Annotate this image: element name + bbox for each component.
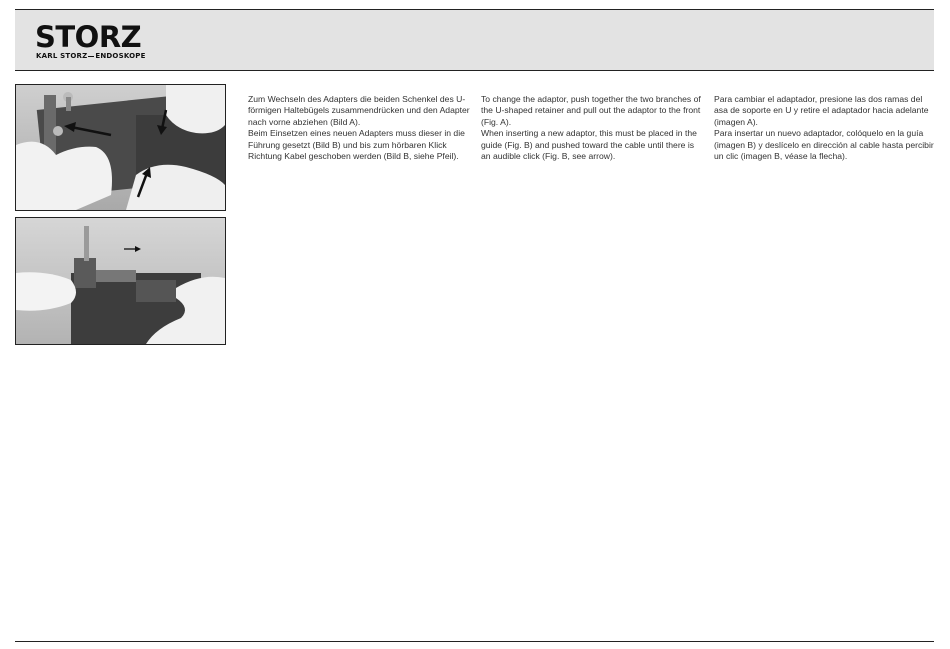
spanish-paragraph-1: Para cambiar el adaptador, presione las dos ramas del asa de soporte en U y retire el adaptador hacia adelante (imagen A).: [714, 94, 929, 127]
photo-a-image: [16, 85, 225, 210]
header-rule: [15, 70, 934, 71]
logo-division: ENDOSKOPE: [95, 52, 146, 60]
spanish-paragraph-2: Para insertar un nuevo adaptador, colóquelo en la guía (imagen B) y deslícelo en dirección al cable hasta percibir un clic (imagen B, véase la flecha).: [714, 128, 934, 162]
photo-figure-a: [15, 84, 226, 211]
english-paragraph-1: To change the adaptor, push together the two branches of the U-shaped retainer and pull out the adaptor to the front (Fig. A).: [481, 94, 701, 127]
photo-figure-b: [15, 217, 226, 345]
header-band: [15, 10, 934, 70]
bottom-rule: [15, 641, 934, 642]
text-column-german: [248, 94, 470, 162]
logo-company: KARL STORZ: [36, 52, 88, 60]
english-paragraph-2: When inserting a new adaptor, this must be placed in the guide (Fig. B) and pushed toward the cable until there is an audible click (Fig. B, see arrow).: [481, 128, 697, 162]
text-column-english: [481, 94, 703, 162]
logo-dash: [88, 56, 94, 57]
text-column-spanish: [714, 94, 936, 162]
german-paragraph-2: Beim Einsetzen eines neuen Adapters muss dieser in die Führung gesetzt (Bild B) und bis zum hörbaren Klick Richtung Kabel geschoben werden (Bild B, siehe Pfeil).: [248, 128, 465, 162]
photo-b-image: [16, 218, 225, 344]
logo-wordmark: STORZ: [35, 20, 142, 54]
logo-subline: [36, 52, 146, 60]
german-paragraph-1: Zum Wechseln des Adapters die beiden Schenkel des U-förmigen Haltebügels zusammendrücken und den Adapter nach vorne abziehen (Bild A).: [248, 94, 470, 127]
